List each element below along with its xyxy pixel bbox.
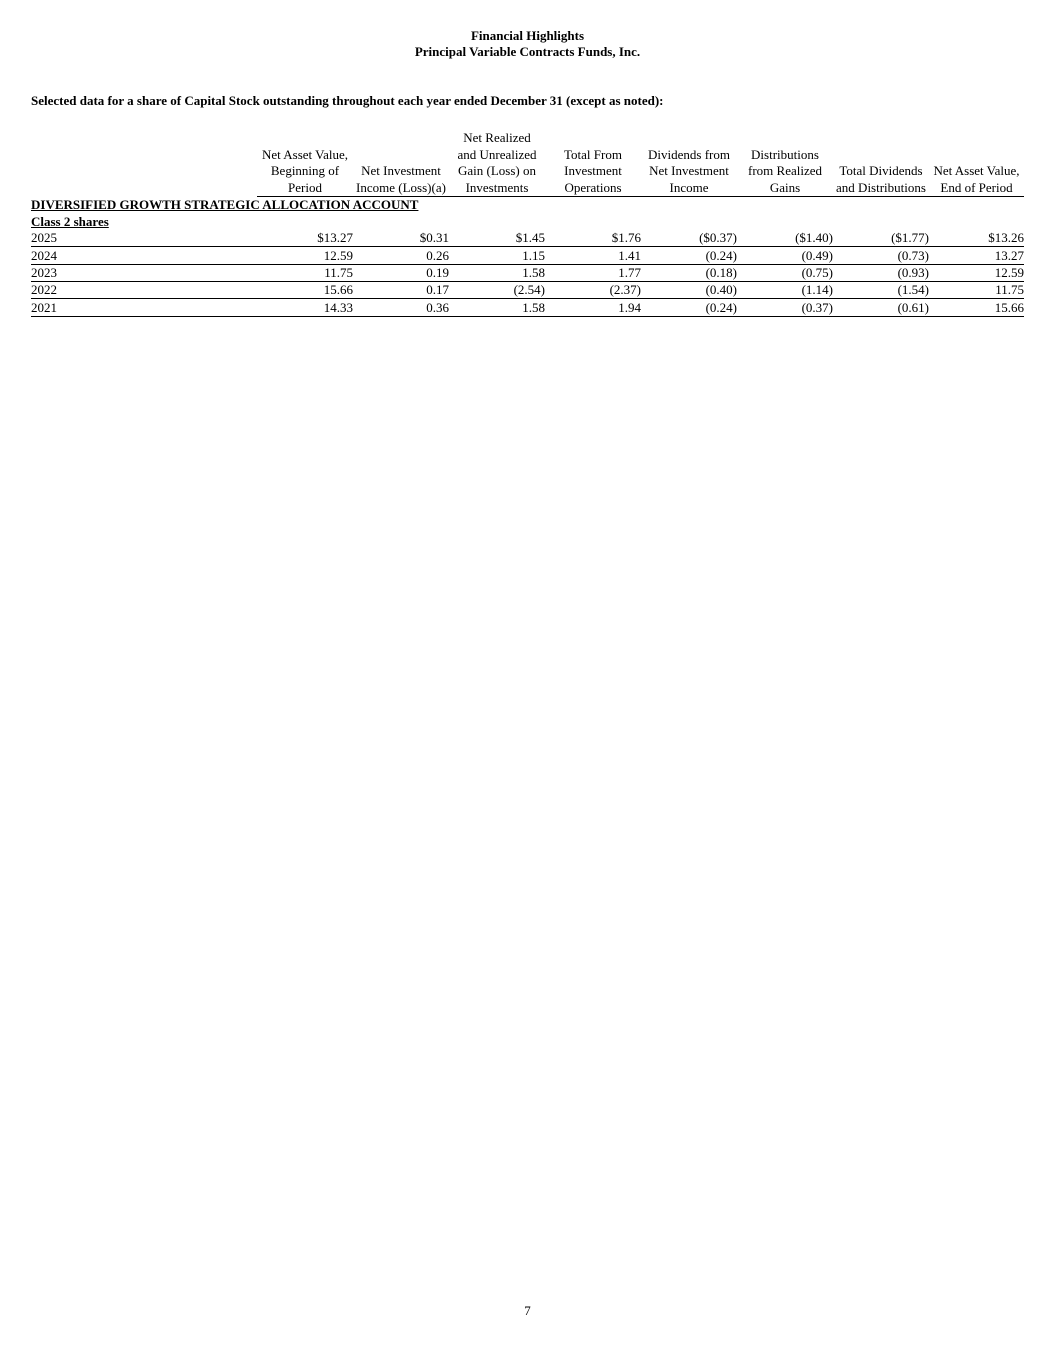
value-cell: 13.27 (929, 247, 1024, 264)
section-title-row (31, 197, 1024, 214)
value-cell: (0.24) (641, 299, 737, 316)
header-net-investment-income: Net Investment Income (Loss)(a) (353, 130, 449, 197)
financial-highlights-table (31, 130, 1024, 317)
header-nav-beginning: Net Asset Value, Beginning of Period (257, 130, 353, 197)
value-cell: (0.24) (641, 247, 737, 264)
class-label-row (31, 213, 1024, 229)
value-cell: (2.37) (545, 281, 641, 298)
value-cell: 1.77 (545, 264, 641, 281)
year-cell: 2023 (31, 264, 257, 281)
value-cell: 0.17 (353, 281, 449, 298)
year-cell: 2021 (31, 299, 257, 316)
value-cell: 1.58 (449, 299, 545, 316)
value-cell: 15.66 (257, 281, 353, 298)
value-cell: 11.75 (929, 281, 1024, 298)
value-cell: ($1.77) (833, 230, 929, 247)
value-cell: (0.61) (833, 299, 929, 316)
intro-text: Selected data for a share of Capital Stock outstanding throughout each year ended December 31 (except as noted): (31, 93, 664, 108)
value-cell: (1.54) (833, 281, 929, 298)
page-header (0, 28, 1055, 60)
value-cell: 0.26 (353, 247, 449, 264)
value-cell: ($0.37) (641, 230, 737, 247)
value-cell: $1.45 (449, 230, 545, 247)
value-cell: $0.31 (353, 230, 449, 247)
value-cell: (0.49) (737, 247, 833, 264)
value-cell: $13.26 (929, 230, 1024, 247)
value-cell: 1.58 (449, 264, 545, 281)
section-title: DIVERSIFIED GROWTH STRATEGIC ALLOCATION ACCOUNT (31, 197, 419, 213)
value-cell: (0.37) (737, 299, 833, 316)
value-cell: $13.27 (257, 230, 353, 247)
page-subtitle: Principal Variable Contracts Funds, Inc. (414, 44, 641, 59)
value-cell: 15.66 (929, 299, 1024, 316)
value-cell: 1.94 (545, 299, 641, 316)
header-total-dividends: Total Dividends and Distributions (833, 130, 929, 197)
table-row (31, 230, 1024, 247)
table-header-row (31, 130, 1024, 197)
value-cell: 1.41 (545, 247, 641, 264)
header-realized-unrealized-gain: Net Realized and Unrealized Gain (Loss) on Investments (449, 130, 545, 197)
value-cell: $1.76 (545, 230, 641, 247)
header-dividends: Dividends from Net Investment Income (641, 130, 737, 197)
value-cell: 12.59 (929, 264, 1024, 281)
value-cell: 0.19 (353, 264, 449, 281)
value-cell: 0.36 (353, 299, 449, 316)
table-row (31, 281, 1024, 298)
year-cell: 2024 (31, 247, 257, 264)
class-label: Class 2 shares (31, 213, 109, 229)
table-row (31, 264, 1024, 281)
value-cell: (0.75) (737, 264, 833, 281)
table-row (31, 299, 1024, 316)
value-cell: (0.40) (641, 281, 737, 298)
value-cell: 14.33 (257, 299, 353, 316)
header-nav-end: Net Asset Value, End of Period (929, 130, 1024, 197)
header-total-from-operations: Total From Investment Operations (545, 130, 641, 197)
header-cell-label (31, 130, 257, 197)
year-cell: 2025 (31, 230, 257, 247)
table-row (31, 247, 1024, 264)
page-number: 7 (524, 1303, 531, 1318)
year-cell: 2022 (31, 281, 257, 298)
page-title: Financial Highlights (470, 28, 585, 43)
value-cell: ($1.40) (737, 230, 833, 247)
value-cell: (0.18) (641, 264, 737, 281)
header-distributions: Distributions from Realized Gains (737, 130, 833, 197)
value-cell: (1.14) (737, 281, 833, 298)
value-cell: (0.93) (833, 264, 929, 281)
value-cell: (0.73) (833, 247, 929, 264)
value-cell: 11.75 (257, 264, 353, 281)
value-cell: 1.15 (449, 247, 545, 264)
value-cell: 12.59 (257, 247, 353, 264)
value-cell: (2.54) (449, 281, 545, 298)
